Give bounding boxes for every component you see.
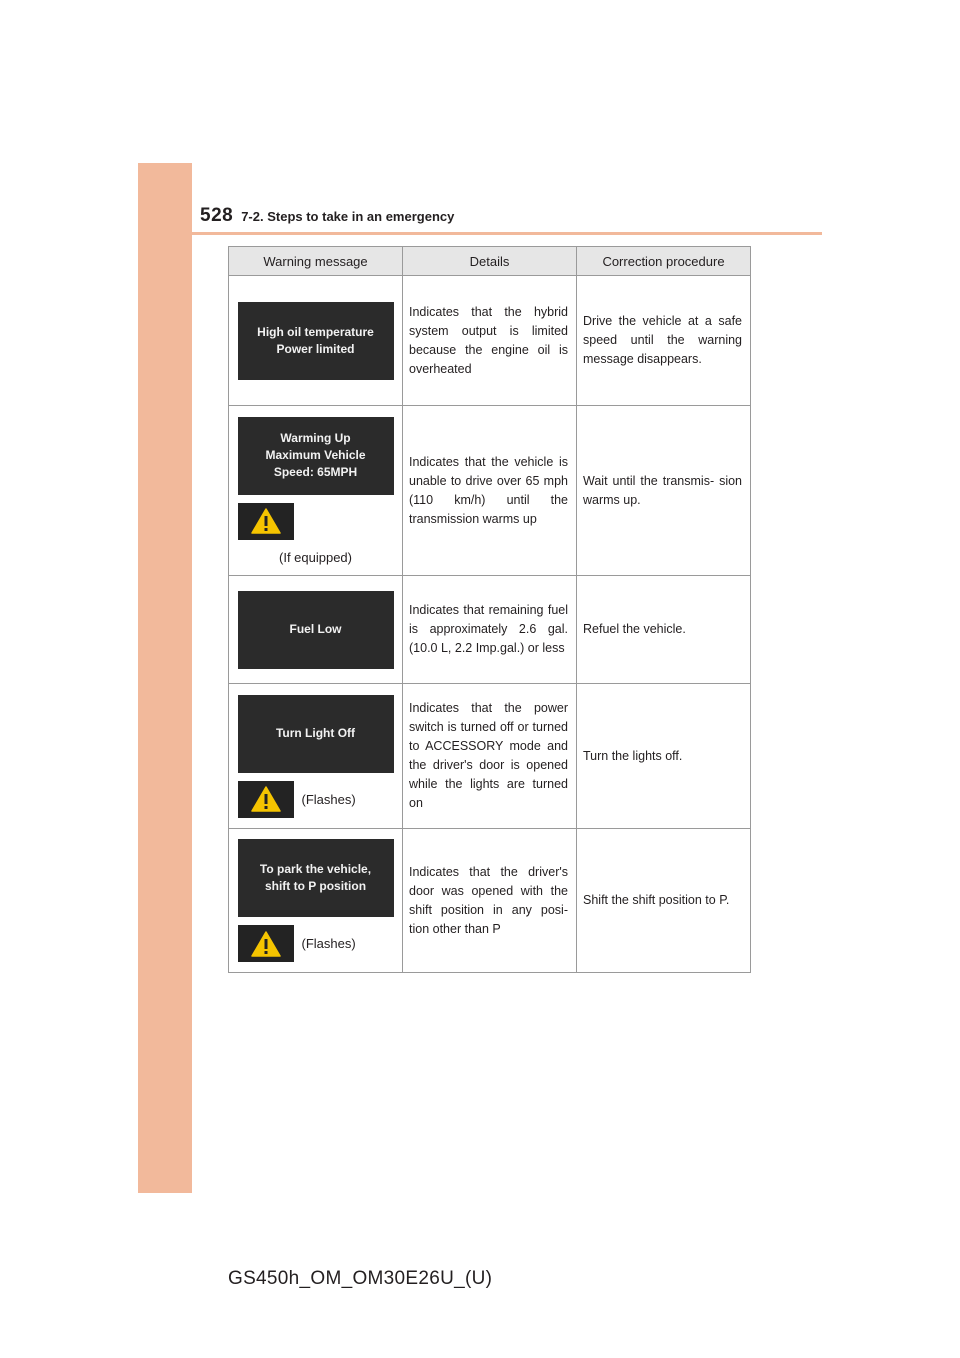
- display-line: High oil temperature: [257, 324, 374, 339]
- table-header-row: [229, 247, 751, 276]
- warning-indicator-row: [238, 503, 394, 540]
- flash-note: (Flashes): [301, 936, 356, 951]
- display-line: Fuel Low: [289, 622, 342, 636]
- details-cell: Indicates that the vehicle is unable to drive over 65 mph (110 km/h) until the transmission warms up: [403, 406, 577, 576]
- display-screen-image: [238, 591, 394, 669]
- warning-message-cell: [229, 576, 403, 684]
- correction-cell: Turn the lights off.: [577, 684, 751, 829]
- display-line: Power limited: [276, 341, 355, 356]
- page-number: 528: [200, 205, 234, 226]
- warning-message-table: [228, 246, 751, 973]
- details-cell: Indicates that the power switch is turned off or turned to ACCESSORY mode and the driver's door is opened while the lights are turned on: [403, 684, 577, 829]
- warning-indicator-row: [238, 781, 394, 818]
- table-row: [229, 684, 751, 829]
- details-cell: Indicates that the driver's door was opened with the shift position in any posi- tion other than P: [403, 829, 577, 973]
- table-row: [229, 576, 751, 684]
- warning-triangle-icon: [238, 781, 294, 818]
- warning-message-cell: [229, 684, 403, 829]
- display-screen-image: [238, 302, 394, 380]
- section-title: 7-2. Steps to take in an emergency: [241, 209, 455, 224]
- display-line: Speed: 65MPH: [273, 465, 358, 479]
- display-line: Warming Up: [280, 431, 351, 445]
- page-header: [200, 205, 454, 235]
- display-line: Maximum Vehicle: [265, 448, 366, 462]
- details-cell: Indicates that remaining fuel is approximately 2.6 gal. (10.0 L, 2.2 Imp.gal.) or less: [403, 576, 577, 684]
- document-id-footer: GS450h_OM_OM30E26U_(U): [228, 1268, 493, 1289]
- display-screen-image: [238, 695, 394, 773]
- column-header-warning-message: Warning message: [229, 247, 403, 276]
- table-row: [229, 406, 751, 576]
- display-screen-image: [238, 839, 394, 917]
- column-header-correction-procedure: Correction procedure: [577, 247, 751, 276]
- display-line: shift to P position: [264, 879, 367, 893]
- warning-message-cell: [229, 406, 403, 576]
- correction-cell: Drive the vehicle at a safe speed until the warning message disappears.: [577, 276, 751, 406]
- correction-cell: Wait until the transmis- sion warms up.: [577, 406, 751, 576]
- flash-note: (Flashes): [301, 791, 356, 807]
- warning-message-cell: [229, 829, 403, 973]
- warning-triangle-icon: [238, 925, 294, 962]
- table-row: [229, 276, 751, 406]
- column-header-details: Details: [403, 247, 577, 276]
- display-line: To park the vehicle,: [259, 862, 372, 876]
- correction-cell: Refuel the vehicle.: [577, 576, 751, 684]
- warning-message-cell: [229, 276, 403, 406]
- display-line: Turn Light Off: [275, 726, 356, 740]
- warning-indicator-row: [238, 925, 394, 962]
- header-rule: [192, 232, 822, 235]
- side-color-band: [138, 163, 192, 1193]
- warning-triangle-icon: [238, 503, 294, 540]
- correction-cell: Shift the shift position to P.: [577, 829, 751, 973]
- details-cell: Indicates that the hybrid system output is limited because the engine oil is overheated: [403, 276, 577, 406]
- equipment-note: (If equipped): [279, 549, 352, 565]
- display-screen-image: [238, 417, 394, 495]
- table-row: [229, 829, 751, 973]
